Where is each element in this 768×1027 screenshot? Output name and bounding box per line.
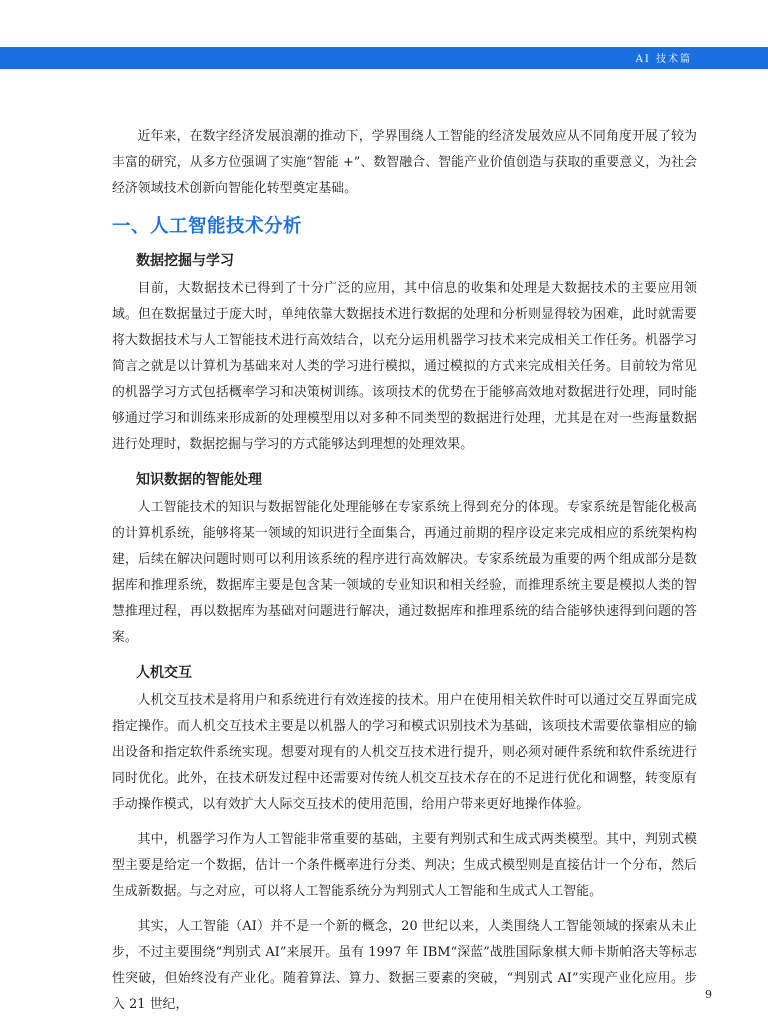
page-content (112, 124, 697, 1027)
page-number: 9 (705, 988, 712, 1001)
paragraph-hci-1: 人机交互技术是将用户和系统进行有效连接的技术。用户在使用相关软件时可以通过交互界面完成指定操作。而人机交互技术主要是以机器人的学习和模式识别技术为基础，该项技术需要依靠相应的输出设备和指定软件系统实现。想要对现有的人机交互技术进行提升，则必须对硬件系统和软件系统进行同时优化。此外，在技术研发过程中还需要对传统人机交互技术存在的不足进行优化和调整，转变原有手动操作模式，以有效扩大人际交互技术的使用范围，给用户带来更好地操作体验。 (112, 693, 697, 812)
paragraph-hci-3: 其实，人工智能（AI）并不是一个新的概念，20 世纪以来，人类围绕人工智能领域的探索从未止步，不过主要围绕“判别式 AI”来展开。虽有 1997 年 IBM“深蓝”战胜国际象棋大师卡斯帕洛夫等标志性突破，但始终没有产业化。随着算法、算力、数据三要素的突破，“判别式 AI”实现产业化应用。步入 21 世纪， (112, 919, 697, 1012)
subsection-title-hci: 人机交互 (136, 665, 192, 681)
intro-paragraph: 近年来，在数字经济发展浪潮的推动下，学界围绕人工智能的经济发展效应从不同角度开展了较为丰富的研究，从多方位强调了实施“智能 +”、数智融合、智能产业价值创造与获取的重要意义，为社会经济领域技术创新向智能化转型奠定基础。 (112, 129, 697, 196)
subsection-title-knowledge-processing: 知识数据的智能处理 (136, 472, 262, 488)
header-bar (0, 47, 768, 69)
header-label: AI 技术篇 (635, 54, 692, 65)
subsection-title-data-mining: 数据挖掘与学习 (136, 253, 234, 269)
paragraph-knowledge-processing: 人工智能技术的知识与数据智能化处理能够在专家系统上得到充分的体现。专家系统是智能化极高的计算机系统，能够将某一领域的知识进行全面集合，再通过前期的程序设定来完成相应的系统架构构建，后续在解决问题时则可以利用该系统的程序进行高效解决。专家系统最为重要的两个组成部分是数据库和推理系统，数据库主要是包含某一领域的专业知识和相关经验，而推理系统主要是模拟人类的智慧推理过程，再以数据库为基础对问题进行解决，通过数据库和推理系统的结合能够快速得到问题的答案。 (112, 500, 697, 645)
paragraph-hci-2: 其中，机器学习作为人工智能非常重要的基础，主要有判别式和生成式两类模型。其中，判别式模型主要是给定一个数据，估计一个条件概率进行分类、判决；生成式模型则是直接估计一个分布，然后生成新数据。与之对应，可以将人工智能系统分为判别式人工智能和生成式人工智能。 (112, 832, 697, 899)
section-title: 一、人工智能技术分析 (112, 216, 303, 237)
paragraph-data-mining: 目前，大数据技术已得到了十分广泛的应用，其中信息的收集和处理是大数据技术的主要应用领域。但在数据量过于庞大时，单纯依靠大数据技术进行数据的处理和分析则显得较为困难，此时就需要将大数据技术与人工智能技术进行高效结合，以充分运用机器学习技术来完成相关工作任务。机器学习简言之就是以计算机为基础来对人类的学习进行模拟，通过模拟的方式来完成相关任务。目前较为常见的机器学习方式包括概率学习和决策树训练。该项技术的优势在于能够高效地对数据进行处理，同时能够通过学习和训练来形成新的处理模型用以对多种不同类型的数据进行处理，尤其是在对一些海量数据进行处理时，数据挖掘与学习的方式能够达到理想的处理效果。 (112, 281, 697, 452)
